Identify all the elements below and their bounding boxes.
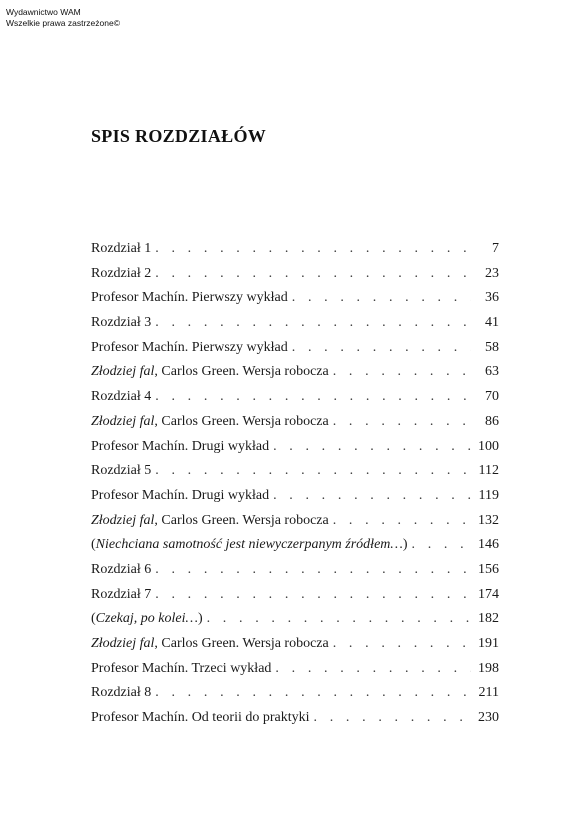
toc-entry-page-number: 100 [478,438,499,454]
toc-entry-page-number: 182 [478,611,499,627]
toc-entry-title: Rozdział 5 [91,463,152,479]
toc-entry[interactable] [91,262,499,287]
toc-entry-title: Rozdział 8 [91,685,152,701]
toc-entry-page-number: 7 [492,241,499,256]
dot-leader [155,385,471,410]
dot-leader [155,237,471,262]
toc-entry-title: Rozdział 1 [91,241,152,256]
toc-entry-page-number: 23 [485,265,499,281]
toc-entry-italic-title: Niechciana samotność jest niewyczerpanym źródłem… [95,537,403,553]
dot-leader [273,484,471,509]
toc-entry-title: Profesor Machín. Pierwszy wykład [91,339,288,355]
dot-leader [155,681,471,706]
toc-heading: SPIS ROZDZIAŁÓW [91,126,267,146]
toc-entry-title: Profesor Machín. Pierwszy wykład [91,290,288,306]
toc-entry-page-number: 70 [485,389,499,405]
toc-entry-page-number: 132 [478,512,499,528]
toc-entry[interactable] [91,681,499,706]
toc-entry-title: Rozdział 6 [91,561,152,577]
dot-leader [155,583,471,608]
toc-entry-italic-title: Złodziej fal [91,636,155,651]
toc-entry[interactable] [91,484,499,509]
dot-leader [155,558,471,583]
toc-entry-rest: , Carlos Green. Wersja robocza [154,512,329,528]
toc-entry-page-number: 112 [478,463,499,479]
toc-entry-page-number: 41 [485,315,499,331]
dot-leader [333,509,471,534]
toc-entry[interactable] [91,657,499,682]
toc-entry-rest: , Carlos Green. Wersja robocza [154,413,329,429]
dot-leader [412,533,471,558]
toc-entry[interactable] [91,360,499,385]
toc-entry[interactable] [91,607,499,632]
toc-entry-title [91,509,329,534]
toc-entry-title [91,410,329,435]
toc-entry[interactable] [91,336,499,361]
toc-entry-title [91,607,203,632]
copyright-notice [6,7,120,28]
dot-leader [275,657,471,682]
toc-entry[interactable] [91,286,499,311]
toc-entry-title: Rozdział 3 [91,315,152,331]
toc-entry-italic-title: Złodziej fal [91,512,155,528]
toc-entry-prefix: ( [91,611,96,627]
toc-entry-title: Profesor Machín. Drugi wykład [91,438,270,454]
toc-entry-page-number: 58 [485,339,499,355]
dot-leader [333,632,471,657]
toc-entry-title: Rozdział 4 [91,389,152,405]
toc-entry-title [91,632,329,657]
toc-entry-italic-title: Złodziej fal [91,413,155,429]
toc-entry-page-number: 63 [485,364,499,380]
dot-leader [155,459,471,484]
toc-entry-title: Profesor Machín. Od teorii do praktyki [91,710,310,726]
table-of-contents [91,237,499,731]
dot-leader [155,311,471,336]
toc-entry[interactable] [91,632,499,657]
toc-entry-rest: ) [197,611,203,627]
toc-entry[interactable] [91,509,499,534]
dot-leader [292,286,471,311]
toc-entry[interactable] [91,459,499,484]
toc-entry-page-number: 191 [478,636,499,651]
toc-entry-rest: ) [402,537,408,553]
toc-entry-page-number: 230 [478,710,499,726]
dot-leader [292,336,471,361]
toc-entry-title: Profesor Machín. Drugi wykład [91,487,270,503]
toc-entry-page-number: 198 [478,660,499,676]
dot-leader [333,360,471,385]
toc-entry-italic-title: Złodziej fal [91,364,155,380]
toc-entry[interactable] [91,311,499,336]
dot-leader [273,435,471,460]
toc-entry-title [91,360,329,385]
toc-entry[interactable] [91,237,499,262]
toc-entry-page-number: 146 [478,537,499,553]
toc-entry[interactable] [91,385,499,410]
toc-entry-title: Profesor Machín. Trzeci wykład [91,660,272,676]
dot-leader [207,607,471,632]
toc-entry-title: Rozdział 2 [91,265,152,281]
dot-leader [314,706,471,731]
toc-entry-page-number: 119 [478,487,499,503]
rights-notice: Wszelkie prawa zastrzeżone© [6,17,120,28]
toc-entry[interactable] [91,410,499,435]
toc-entry[interactable] [91,583,499,608]
toc-entry[interactable] [91,435,499,460]
toc-entry-rest: , Carlos Green. Wersja robocza [154,364,329,380]
toc-entry[interactable] [91,533,499,558]
toc-entry-page-number: 174 [478,586,499,602]
dot-leader [333,410,471,435]
publisher-name: Wydawnictwo WAM [6,7,81,17]
toc-entry-rest: , Carlos Green. Wersja robocza [154,636,329,651]
toc-entry-page-number: 211 [478,685,499,701]
toc-entry[interactable] [91,558,499,583]
toc-entry-page-number: 36 [485,290,499,306]
toc-entry-italic-title: Czekaj, po kolei… [95,611,198,627]
toc-entry[interactable] [91,706,499,731]
dot-leader [155,262,471,287]
toc-entry-page-number: 156 [478,561,499,577]
toc-entry-title: Rozdział 7 [91,586,152,602]
toc-entry-prefix: ( [91,537,96,553]
toc-entry-page-number: 86 [485,413,499,429]
toc-entry-title [91,533,408,558]
